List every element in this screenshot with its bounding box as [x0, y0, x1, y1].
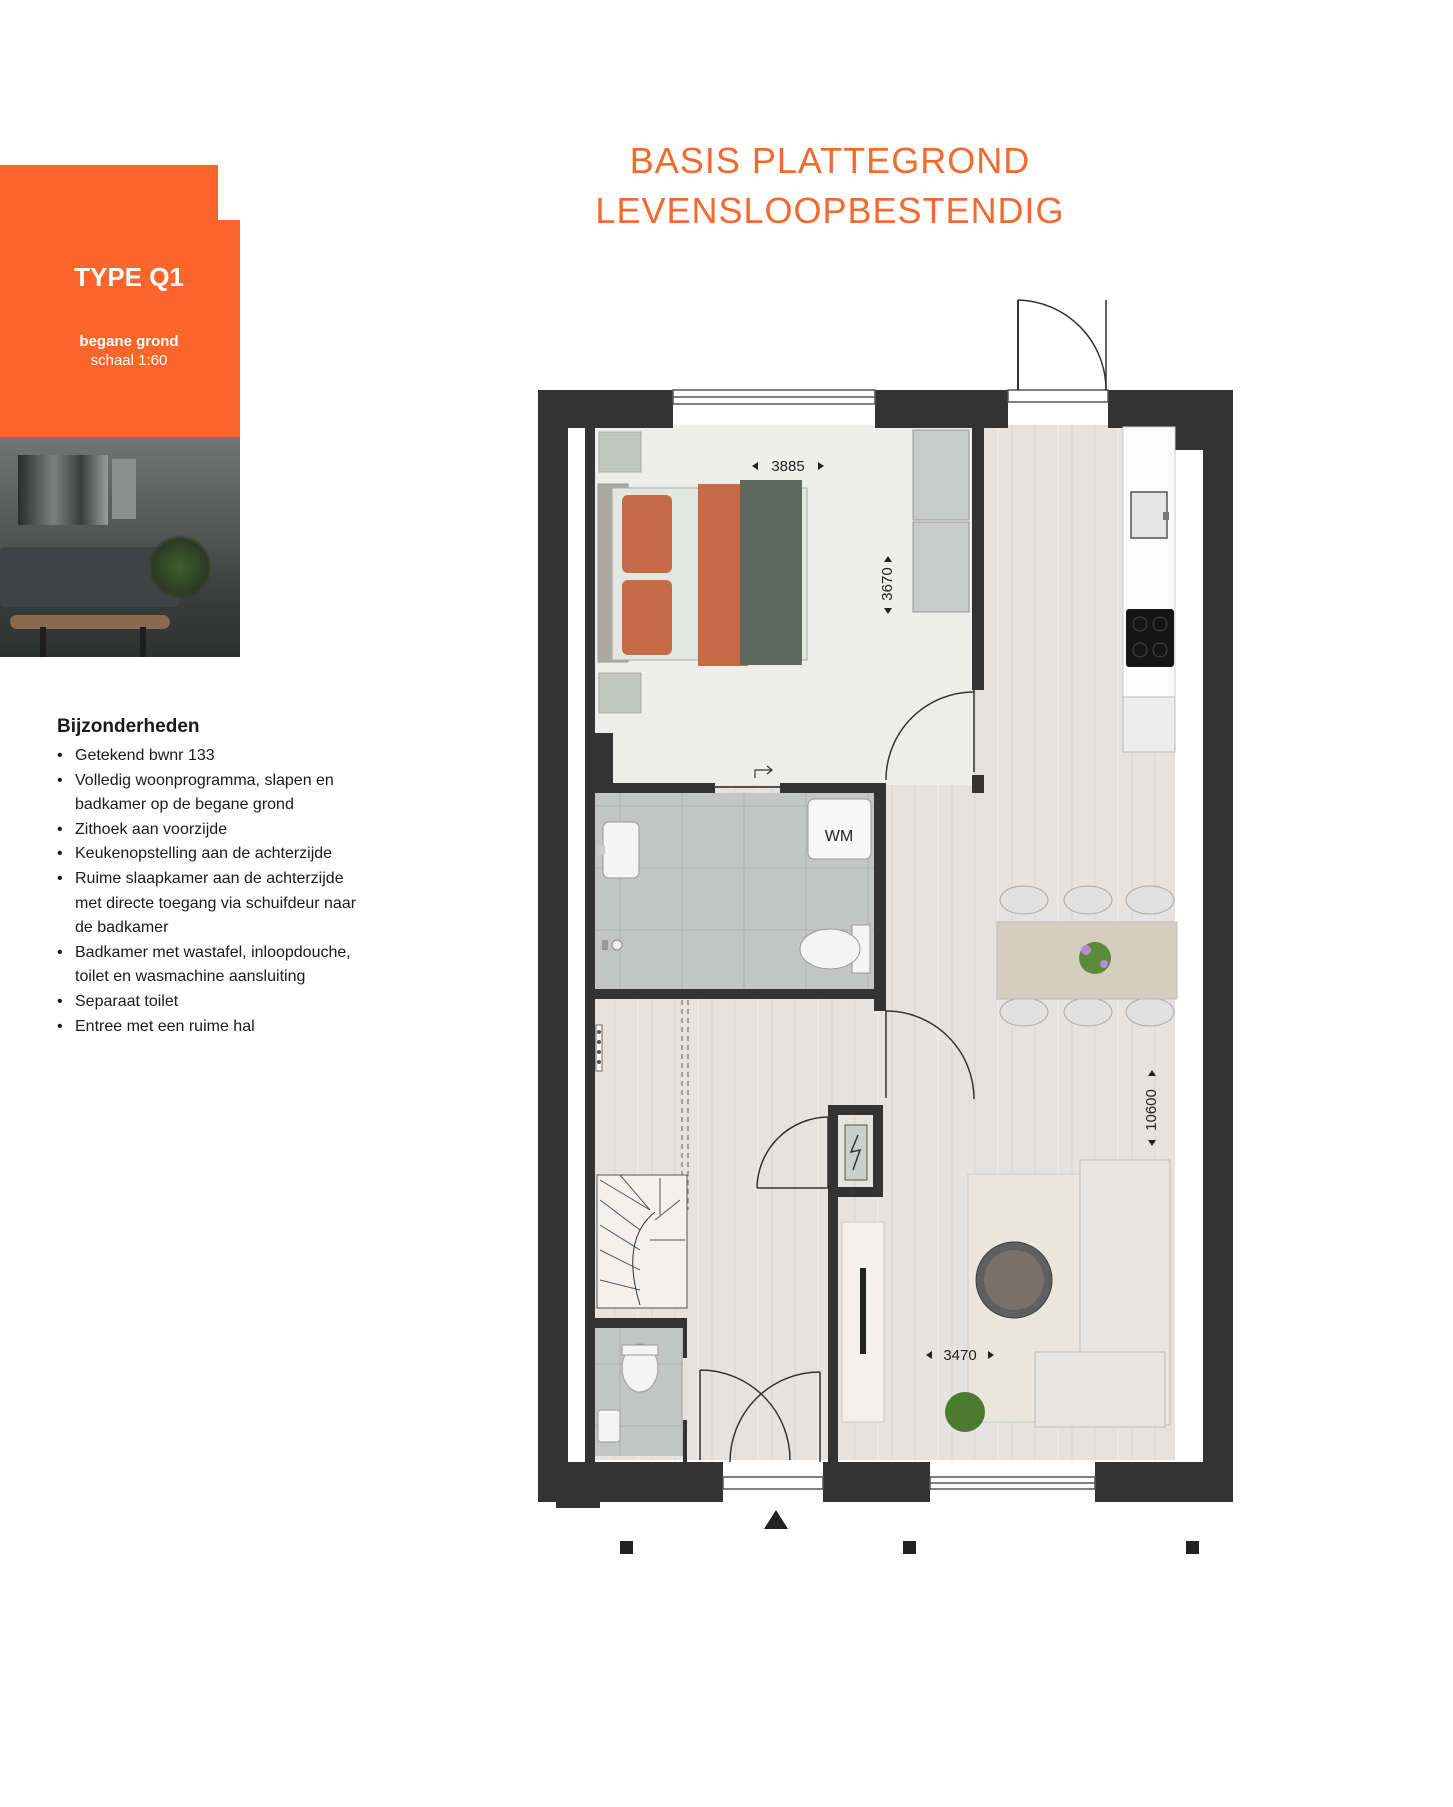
bathroom-sink: [597, 822, 639, 878]
grid-marker: [1186, 1541, 1199, 1554]
nightstand: [599, 432, 641, 472]
dimension-bedroom-width: 3885: [771, 458, 805, 475]
lounge-set: [945, 1160, 1170, 1432]
handbasin: [598, 1410, 620, 1442]
plan-title-line-1: BASIS PLATTEGROND: [629, 140, 1031, 181]
grid-marker: [903, 1541, 916, 1554]
dimension-living-width: 3470: [943, 1347, 977, 1364]
dimension-bedroom-depth: 3670: [879, 567, 896, 601]
dimension-living-depth: 10600: [1143, 1089, 1160, 1131]
details-item: • Badkamer met wastafel, inloopdouche, toilet en wasmachine aansluiting: [57, 941, 357, 990]
scale-label: schaal 1:60: [90, 352, 168, 369]
details-item: • Keukenopstelling aan de achterzijde: [57, 842, 357, 867]
details-item: • Volledig woonprogramma, slapen en badkamer op de begane grond: [57, 769, 357, 818]
details-item: • Separaat toilet: [57, 990, 357, 1015]
plan-title-line-2: LEVENSLOOPBESTENDIG: [595, 190, 1065, 231]
staircase: [597, 1175, 687, 1308]
details-item: • Getekend bwnr 133: [57, 744, 357, 769]
kitchen-counter: [1123, 427, 1175, 752]
details-heading: Bijzonderheden: [57, 716, 200, 737]
entrance-arrow: [764, 1510, 788, 1529]
double-bed: [598, 480, 807, 666]
floor-label: begane grond: [79, 333, 179, 350]
back-door: [1008, 300, 1108, 402]
washing-machine-label: WM: [824, 828, 854, 845]
coat-rack: [596, 1025, 602, 1071]
grid-marker: [620, 1541, 633, 1554]
type-title: TYPE Q1: [74, 262, 184, 292]
nightstand: [599, 673, 641, 713]
details-item: • Zithoek aan voorzijde: [57, 818, 357, 843]
separate-toilet: [622, 1344, 658, 1392]
details-item: • Ruime slaapkamer aan de achterzijde met directe toegang via schuifdeur naar de badkamer: [57, 867, 357, 941]
tv-unit: [842, 1222, 884, 1422]
dining-set: [997, 886, 1177, 1026]
meter-cupboard: [845, 1125, 867, 1180]
details-item: • Entree met een ruime hal: [57, 1015, 357, 1040]
